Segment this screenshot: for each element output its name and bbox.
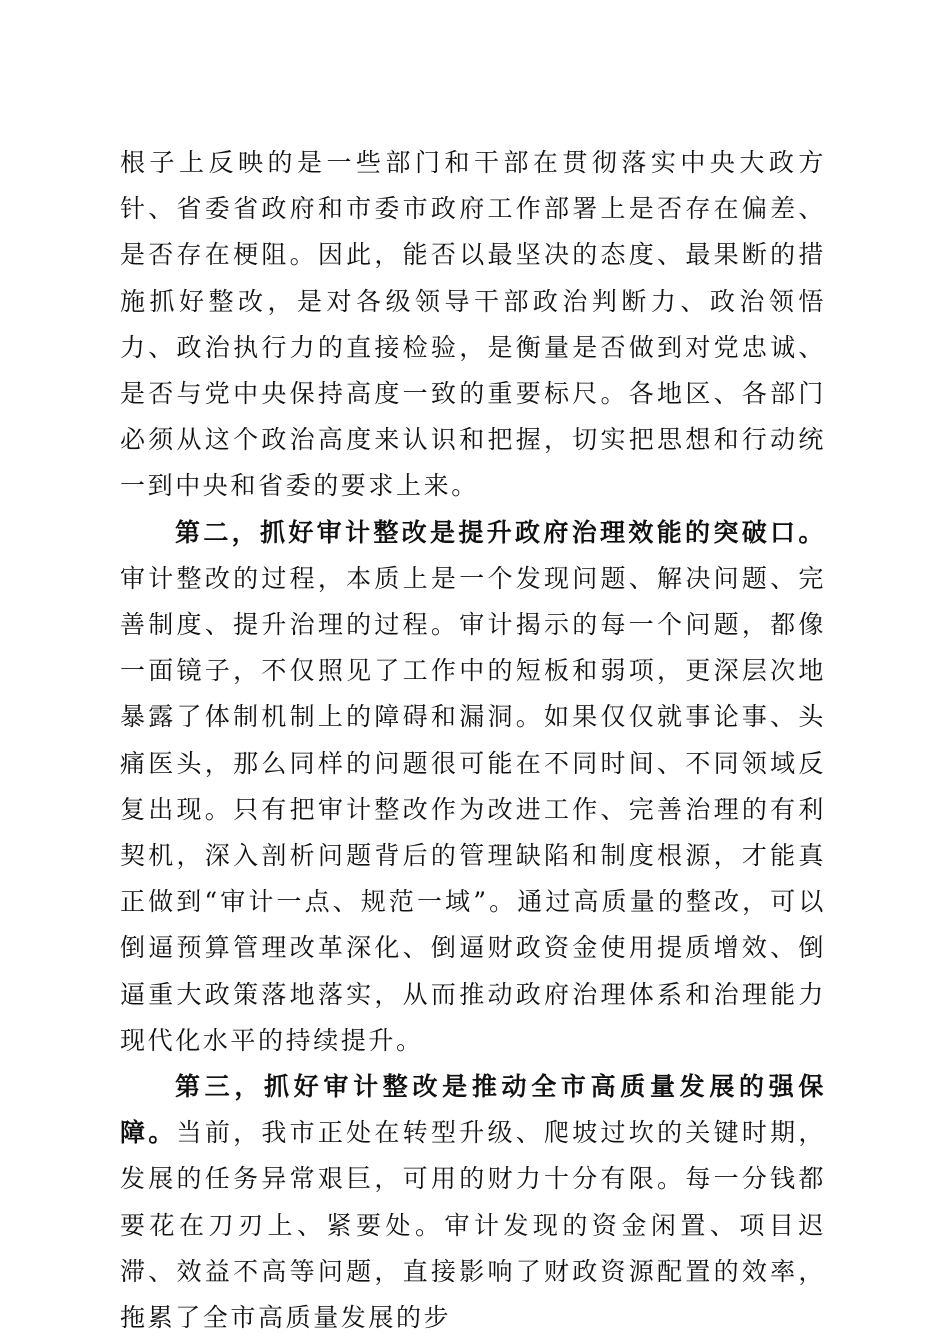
paragraph-2-text: 审计整改的过程，本质上是一个发现问题、解决问题、完善制度、提升治理的过程。审计揭示的每一个问题，都像一面镜子，不仅照见了工作中的短板和弱项，更深层次地暴露了体制机制上的障碍和漏洞。如果仅仅就事论事、头痛医头，那么同样的问题很可能在不同时间、不同领域反复出现。只有把审计整改作为改进工作、完善治理的有利契机，深入剖析问题背后的管理缺陷和制度根源，才能真正做到“审计一点、规范一域”。通过高质量的整改，可以倒逼预算管理改革深化、倒逼财政资金使用提质增效、倒逼重大政策落地落实，从而推动政府治理体系和治理能力现代化水平的持续提升。: [120, 563, 826, 1055]
paragraph-3: [120, 1064, 826, 1341]
paragraph-3-heading: 第三，抓好审计整改是推动全市高质量发展的强保障。: [120, 1072, 826, 1148]
paragraph-3-text: 当前，我市正处在转型升级、爬坡过坎的关键时期，发展的任务异常艰巨，可用的财力十分有限。每一分钱都要花在刀刃上、紧要处。审计发现的资金闲置、项目迟滞、效益不高等问题，直接影响了财政资源配置的效率，拖累了全市高质量发展的步: [120, 1118, 827, 1333]
paragraph-1: [120, 140, 826, 510]
paragraph-2: [120, 510, 826, 1064]
paragraph-1-text: 根子上反映的是一些部门和干部在贯彻落实中央大政方针、省委省政府和市委市政府工作部署上是否存在偏差、是否存在梗阻。因此，能否以最坚决的态度、最果断的措施抓好整改，是对各级领导干部政治判断力、政治领悟力、政治执行力的直接检验，是衡量是否做到对党忠诚、是否与党中央保持高度一致的重要标尺。各地区、各部门必须从这个政治高度来认识和把握，切实把思想和行动统一到中央和省委的要求上来。: [120, 148, 826, 501]
paragraph-2-heading: 第二，抓好审计整改是提升政府治理效能的突破口。: [175, 517, 826, 547]
document-body: [120, 140, 826, 1341]
